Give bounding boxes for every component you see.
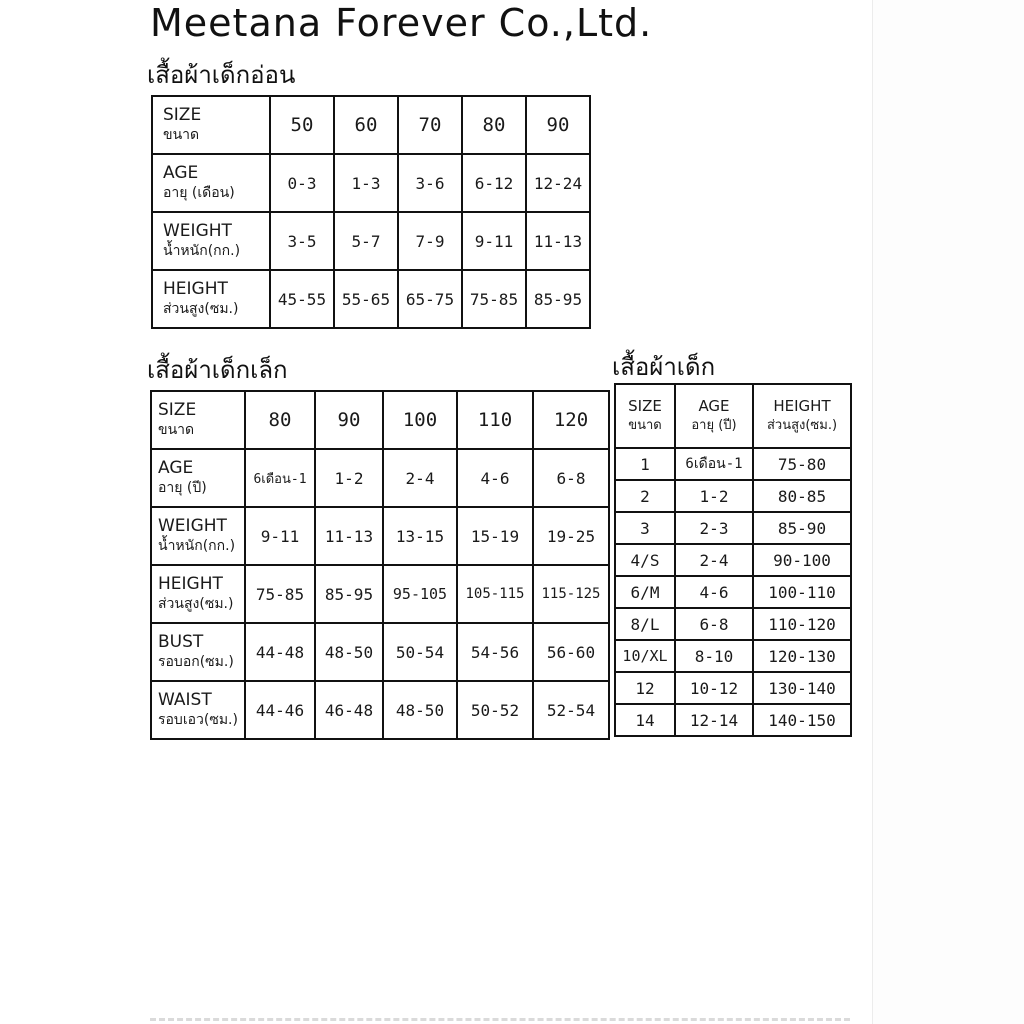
table-cell: 1-2 (675, 480, 753, 512)
table-cell: 52-54 (533, 681, 609, 739)
table-cell: 3 (615, 512, 675, 544)
table-cell: 6-8 (533, 449, 609, 507)
table-cell: 75-85 (245, 565, 315, 623)
table-cell: 110 (457, 391, 533, 449)
table-row (151, 623, 609, 681)
table-cell: 75-80 (753, 448, 851, 480)
table-cell: 120-130 (753, 640, 851, 672)
table-row (152, 270, 590, 328)
table-cell: 85-95 (526, 270, 590, 328)
table-cell: 5-7 (334, 212, 398, 270)
table-cell: 50-52 (457, 681, 533, 739)
table-row (151, 449, 609, 507)
table-row (615, 704, 851, 736)
newborn-size-table (151, 95, 591, 329)
table-cell: 80 (245, 391, 315, 449)
table-cell: 65-75 (398, 270, 462, 328)
table-cell: 85-90 (753, 512, 851, 544)
row-header: SIZE ขนาด (152, 96, 270, 154)
table-cell: 12 (615, 672, 675, 704)
table-cell: 50-54 (383, 623, 457, 681)
table-cell: 80 (462, 96, 526, 154)
table-row (151, 565, 609, 623)
table-cell: 90 (526, 96, 590, 154)
table-cell: 10/XL (615, 640, 675, 672)
table-row (151, 507, 609, 565)
table-cell: 1-2 (315, 449, 383, 507)
table-cell: 54-56 (457, 623, 533, 681)
toddler-section-title: เสื้อผ้าเด็กเล็ก (147, 356, 288, 384)
table-row (615, 512, 851, 544)
table-cell: 13-15 (383, 507, 457, 565)
table-cell: 12-14 (675, 704, 753, 736)
toddler-size-table (150, 390, 610, 740)
table-cell: 48-50 (315, 623, 383, 681)
table-cell: 45-55 (270, 270, 334, 328)
row-header: HEIGHT ส่วนสูง(ซม.) (152, 270, 270, 328)
kids-section-title: เสื้อผ้าเด็ก (612, 353, 716, 381)
table-row (615, 480, 851, 512)
table-row (615, 576, 851, 608)
table-cell: 95-105 (383, 565, 457, 623)
table-cell: 0-3 (270, 154, 334, 212)
page-edge (872, 0, 1024, 1024)
table-cell: 6เดือน-1 (675, 448, 753, 480)
table-cell: 3-5 (270, 212, 334, 270)
table-cell: 2 (615, 480, 675, 512)
table-cell: 90-100 (753, 544, 851, 576)
row-header: WEIGHT น้ำหนัก(กก.) (151, 507, 245, 565)
table-cell: 14 (615, 704, 675, 736)
table-cell: 6เดือน-1 (245, 449, 315, 507)
table-row (152, 212, 590, 270)
table-cell: 70 (398, 96, 462, 154)
table-cell: 56-60 (533, 623, 609, 681)
table-row (615, 448, 851, 480)
table-cell: 100 (383, 391, 457, 449)
row-header: WEIGHT น้ำหนัก(กก.) (152, 212, 270, 270)
company-name: Meetana Forever Co.,Ltd. (150, 1, 653, 45)
table-row (151, 391, 609, 449)
table-header-row (615, 384, 851, 448)
table-cell: 4-6 (457, 449, 533, 507)
table-cell: 90 (315, 391, 383, 449)
table-cell: 85-95 (315, 565, 383, 623)
table-row (615, 608, 851, 640)
bottom-dashed-line (150, 1018, 850, 1021)
table-cell: 100-110 (753, 576, 851, 608)
table-cell: 11-13 (315, 507, 383, 565)
table-cell: 7-9 (398, 212, 462, 270)
table-cell: 4-6 (675, 576, 753, 608)
table-row (152, 96, 590, 154)
table-cell: 115-125 (533, 565, 609, 623)
table-cell: 8/L (615, 608, 675, 640)
table-cell: 2-3 (675, 512, 753, 544)
row-header: BUST รอบอก(ซม.) (151, 623, 245, 681)
table-cell: 105-115 (457, 565, 533, 623)
row-header: SIZE ขนาด (151, 391, 245, 449)
table-cell: 1 (615, 448, 675, 480)
table-cell: 8-10 (675, 640, 753, 672)
row-header: HEIGHT ส่วนสูง(ซม.) (151, 565, 245, 623)
table-cell: 50 (270, 96, 334, 154)
table-cell: 44-46 (245, 681, 315, 739)
table-cell: 80-85 (753, 480, 851, 512)
table-cell: 4/S (615, 544, 675, 576)
row-header: AGE อายุ (ปี) (151, 449, 245, 507)
table-cell: 2-4 (675, 544, 753, 576)
table-cell: 3-6 (398, 154, 462, 212)
table-row (152, 154, 590, 212)
newborn-section-title: เสื้อผ้าเด็กอ่อน (147, 61, 296, 89)
row-header: WAIST รอบเอว(ซม.) (151, 681, 245, 739)
table-cell: 9-11 (245, 507, 315, 565)
table-row (615, 544, 851, 576)
table-cell: 110-120 (753, 608, 851, 640)
kids-size-table (614, 383, 852, 737)
table-cell: 55-65 (334, 270, 398, 328)
table-cell: 10-12 (675, 672, 753, 704)
table-cell: 6-8 (675, 608, 753, 640)
column-header: SIZE ขนาด (615, 384, 675, 448)
table-cell: 1-3 (334, 154, 398, 212)
table-cell: 15-19 (457, 507, 533, 565)
row-header: AGE อายุ (เดือน) (152, 154, 270, 212)
table-cell: 12-24 (526, 154, 590, 212)
column-header: HEIGHT ส่วนสูง(ซม.) (753, 384, 851, 448)
table-row (615, 640, 851, 672)
table-cell: 9-11 (462, 212, 526, 270)
table-cell: 44-48 (245, 623, 315, 681)
table-cell: 46-48 (315, 681, 383, 739)
table-row (615, 672, 851, 704)
table-cell: 19-25 (533, 507, 609, 565)
table-cell: 6-12 (462, 154, 526, 212)
table-cell: 6/M (615, 576, 675, 608)
table-cell: 120 (533, 391, 609, 449)
column-header: AGE อายุ (ปี) (675, 384, 753, 448)
table-cell: 60 (334, 96, 398, 154)
table-cell: 48-50 (383, 681, 457, 739)
table-cell: 140-150 (753, 704, 851, 736)
table-cell: 11-13 (526, 212, 590, 270)
table-row (151, 681, 609, 739)
table-cell: 130-140 (753, 672, 851, 704)
table-cell: 2-4 (383, 449, 457, 507)
table-cell: 75-85 (462, 270, 526, 328)
